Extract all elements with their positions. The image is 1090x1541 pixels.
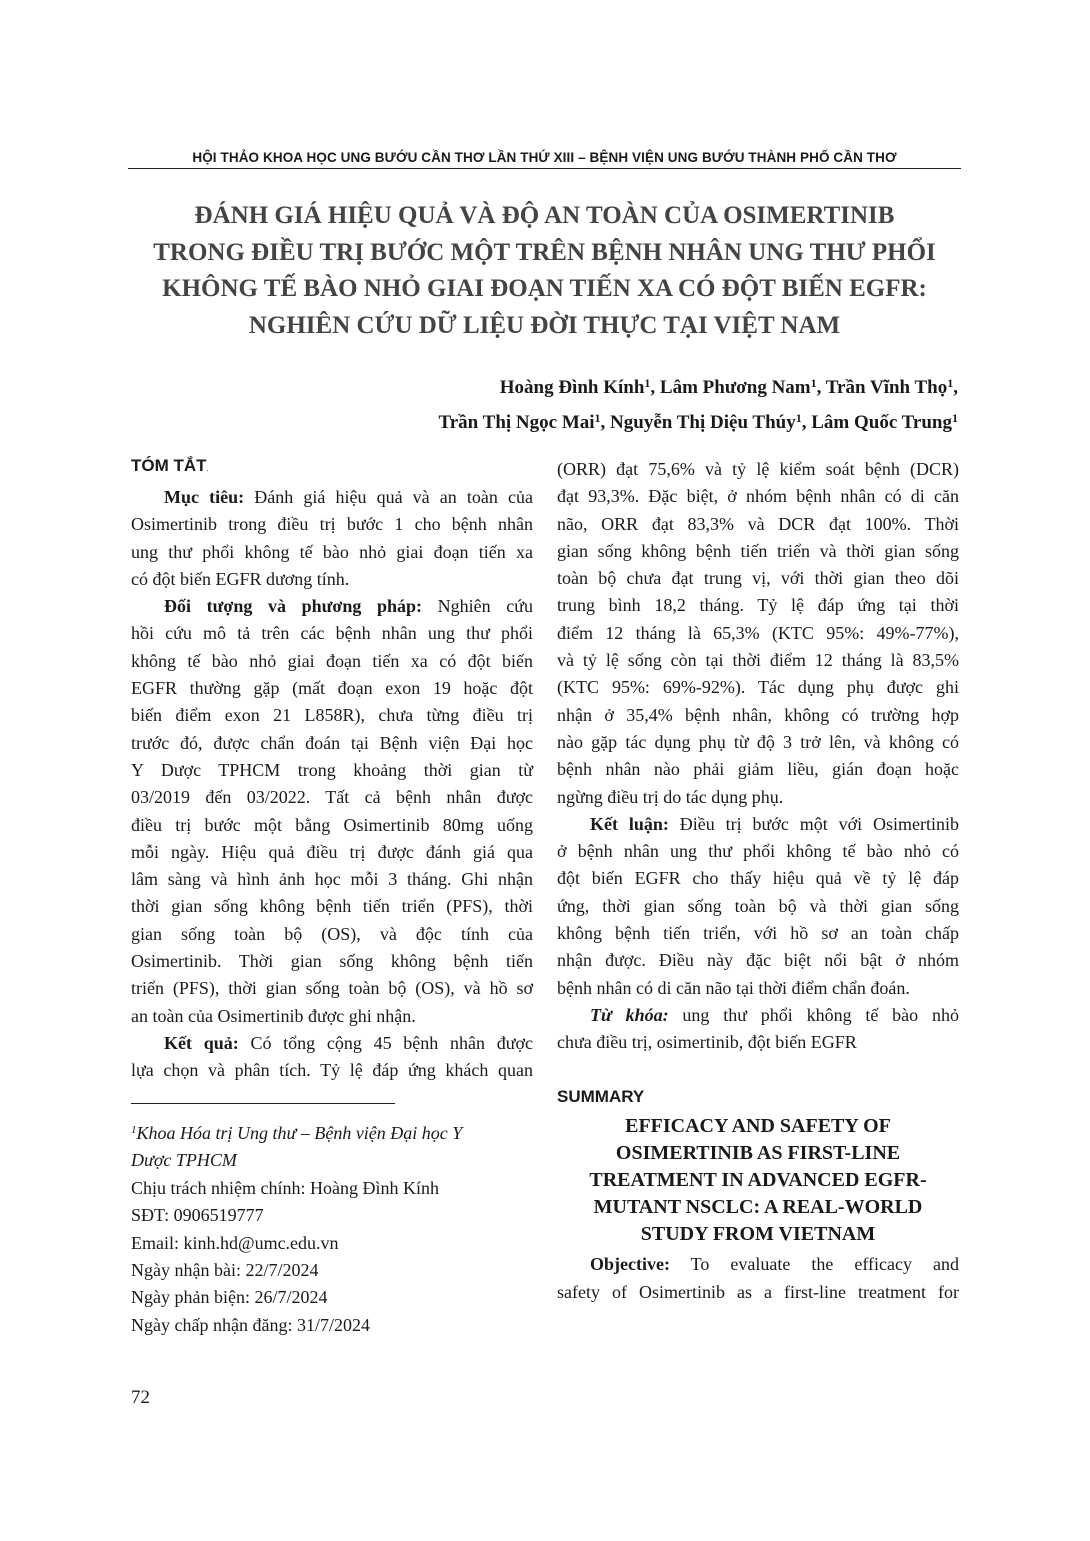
- objective-paragraph: Mục tiêu: Đánh giá hiệu quả và an toàn của: [164, 487, 534, 507]
- author-name: Lâm Phương Nam: [659, 377, 811, 398]
- abstract-right-column: (ORR) đạt 75,6% và tỷ lệ kiểm soát bệnh (DCR) đạt 93,3%. Đặc biệt, ở nhóm bệnh nhân có di căn não, ORR đạt 83,3% và DCR đạt 100%. Thời gian sống không bệnh tiến triển và thời gian sống toàn bộ chưa đạt trung vị, với thời gian theo dõi trung bình 18,2 tháng. Tỷ lệ đáp ứng tại thời điểm 12 tháng là 65,3% (KTC 95%: 49%-77%), và tỷ lệ sống còn tại thời điểm 12 tháng là 83,5% (KTC 95%: 69%-92%). Tác dụng phụ được ghi nhận ở 35,4% bệnh nhân, không có trường hợp nào gặp tác dụng phụ từ độ 3 trở lên, và không có bệnh nhân nào phải giảm liều, gián đoạn hoặc ngừng điều trị do tác dụng phụ. Kết luận: Điều trị bước một với Osimertinib ở bệnh nhân ung thư phổi không tế bào nhỏ có đột biến EGFR cho thấy hiệu quả về tỷ lệ đáp ứng, thời gian sống toàn bộ và thời gian sống không bệnh tiến triển, với hồ sơ an toàn chấp nhận được. Điều này đặc biệt nổi bật ở nhóm bệnh nhân có di căn não tại thời điểm chẩn đoán. Từ khóa: ung thư phổi không tế bào nhỏ chưa điều trị, osimertinib, đột biến EGFR: [557, 456, 959, 1057]
- running-header: HỘI THẢO KHOA HỌC UNG BƯỚU CẦN THƠ LẦN THỨ XIII – BỆNH VIỆN UNG BƯỚU THÀNH PHỐ CẦN THƠ: [192, 150, 897, 165]
- methods-label: Đối tượng và phương pháp:: [164, 596, 423, 617]
- header-rule: [128, 168, 961, 169]
- footnote-reviewed-date: Ngày phản biện: 26/7/2024: [131, 1287, 328, 1308]
- footnote-phone: SĐT: 0906519777: [131, 1205, 264, 1226]
- footnote-rule: [131, 1103, 395, 1104]
- page-number: 72: [131, 1387, 150, 1408]
- author-name: Lâm Quốc Trung: [811, 412, 952, 433]
- affiliation-mark: 1: [795, 411, 802, 425]
- author-name: Trần Thị Ngọc Mai: [438, 412, 595, 433]
- objective-label-en: Objective:: [590, 1254, 670, 1274]
- article-title: [128, 198, 961, 344]
- author-list: Hoàng Đình Kính$^1$, Lâm Phương Nam$^1$, Trần Vĩnh Thọ$^1$, Trần Thị Ngọc Mai$^1$, Nguyễn Thị Diệu Thúy$^1$, Lâm Quốc Trung$^1$: [438, 376, 958, 433]
- title-line: TRONG ĐIỀU TRỊ BƯỚC MỘT TRÊN BỆNH NHÂN UNG THƯ PHỔI: [153, 238, 936, 266]
- footnote-affiliation: $^1$Khoa Hóa trị Ung thư – Bệnh viện Đại học Y: [131, 1123, 463, 1143]
- author-name: Hoàng Đình Kính: [499, 377, 645, 398]
- results-paragraph: Kết quả: Có tổng cộng 45 bệnh nhân được: [164, 1032, 533, 1053]
- affiliation-mark: 1: [644, 376, 651, 390]
- footnote: $^1$Khoa Hóa trị Ung thư – Bệnh viện Đại học Y Dược TPHCM Chịu trách nhiệm chính: Hoàng Đình Kính SĐT: 0906519777 Email: kinh.hd@umc.edu.vn Ngày nhận bài: 22/7/2024 Ngày phản biện: 26/7/2024 Ngày chấp nhận đăng: 31/7/2024: [131, 1117, 541, 1339]
- author-name: Trần Vĩnh Thọ: [825, 377, 948, 398]
- title-line: KHÔNG TẾ BÀO NHỎ GIAI ĐOẠN TIẾN XA CÓ ĐỘT BIẾN EGFR:: [162, 275, 927, 302]
- abstract-heading: TÓM TẮT.: [131, 456, 209, 475]
- title-line: ĐÁNH GIÁ HIỆU QUẢ VÀ ĐỘ AN TOÀN CỦA OSIMERTINIB: [194, 202, 895, 229]
- footnote-received-date: Ngày nhận bài: 22/7/2024: [131, 1260, 319, 1281]
- keywords-label: Từ khóa:: [590, 1004, 669, 1025]
- results-label: Kết quả:: [164, 1032, 239, 1053]
- objective-label: Mục tiêu:: [164, 487, 245, 507]
- summary-heading: SUMMARY: [557, 1087, 645, 1106]
- author-name: Nguyễn Thị Diệu Thúy: [610, 412, 796, 433]
- footnote-accepted-date: Ngày chấp nhận đăng: 31/7/2024: [131, 1314, 370, 1335]
- footnote-email: Email: kinh.hd@umc.edu.vn: [131, 1232, 339, 1253]
- conclusion-paragraph: Kết luận: Điều trị bước một với Osimertinib: [590, 813, 959, 834]
- methods-paragraph: Đối tượng và phương pháp: Nghiên cứu: [164, 596, 533, 617]
- english-objective: Objective: To evaluate the efficacy and safety of Osimertinib as a first-line treatment for: [557, 1254, 959, 1302]
- keywords-paragraph: Từ khóa: ung thư phổi không tế bào nhỏ: [590, 1004, 959, 1025]
- title-line: NGHIÊN CỨU DỮ LIỆU ĐỜI THỰC TẠI VIỆT NAM: [248, 311, 841, 339]
- affiliation-mark: 1: [594, 411, 601, 425]
- abstract-left-column: Mục tiêu: Đánh giá hiệu quả và an toàn của Osimertinib trong điều trị bước 1 cho bệnh nhân ung thư phổi không tế bào nhỏ giai đoạn tiến xa có đột biến EGFR dương tính. Đối tượng và phương pháp: Nghiên cứu hồi cứu mô tả trên các bệnh nhân ung thư phổi không tế bào nhỏ giai đoạn tiến xa có đột biến EGFR thường gặp (mất đoạn exon 19 hoặc đột biến điểm exon 21 L858R), chưa từng điều trị trước đó, được chẩn đoán tại Bệnh viện Đại học Y Dược TPHCM trong khoảng thời gian từ 03/2019 đến 03/2022. Tất cả bệnh nhân được điều trị bước một bằng Osimertinib 80mg uống mỗi ngày. Hiệu quả điều trị được đánh giá qua lâm sàng và hình ảnh học mỗi 3 tháng. Ghi nhận thời gian sống không bệnh tiến triển (PFS), thời gian sống toàn bộ (OS), và độc tính của Osimertinib. Thời gian sống không bệnh tiến triển (PFS), thời gian sống toàn bộ (OS), và hồ sơ an toàn của Osimertinib được ghi nhận. Kết quả: Có tổng cộng 45 bệnh nhân được lựa chọn và phân tích. Tỷ lệ đáp ứng khách quan: [131, 484, 533, 1085]
- english-title: EFFICACY AND SAFETY OF OSIMERTINIB AS FIRST-LINE TREATMENT IN ADVANCED EGFR- MUTANT NSCLC: A REAL-WORLD STUDY FROM VIETNAM: [589, 1115, 927, 1245]
- affiliation-mark: 1: [947, 376, 954, 390]
- affiliation-mark: 1: [952, 411, 958, 425]
- footnote-responsible: Chịu trách nhiệm chính: Hoàng Đình Kính: [131, 1177, 439, 1198]
- results-continued: (ORR) đạt 75,6% và tỷ lệ kiểm soát bệnh (DCR): [557, 459, 959, 479]
- conclusion-label: Kết luận:: [590, 813, 669, 834]
- affiliation-mark: 1: [810, 376, 817, 390]
